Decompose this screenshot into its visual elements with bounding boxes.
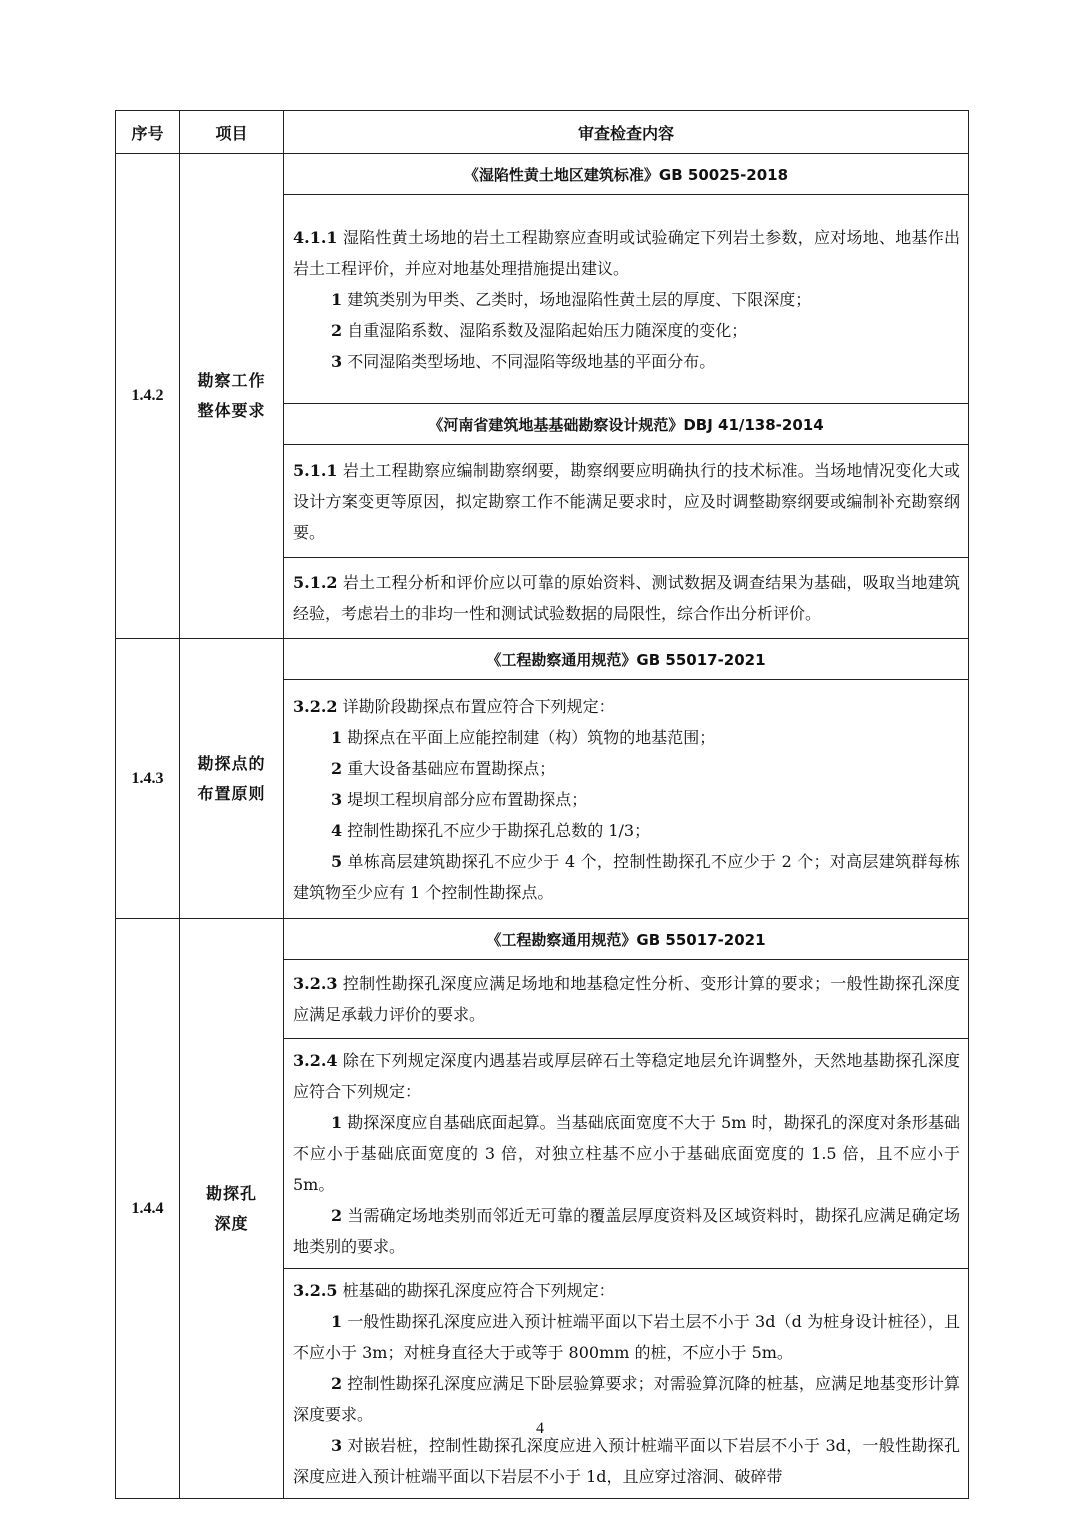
header-no: 序号 (116, 111, 180, 154)
clause-cell (284, 1039, 969, 1269)
clause-text: 岩土工程勘察应编制勘察纲要，勘察纲要应明确执行的技术标准。当场地情况变化大或设计方案变更等原因，拟定勘察工作不能满足要求时，应及时调整勘察纲要或编制补充勘察纲要。 (293, 460, 960, 542)
clause-text: 湿陷性黄土场地的岩土工程勘察应查明或试验确定下列岩土参数，应对场地、地基作出岩土工程评价，并应对地基处理措施提出建议。 (293, 227, 960, 278)
item-line: 勘探点的 (197, 753, 266, 773)
standard-title: 《工程勘察通用规范》GB 55017-2021 (284, 639, 969, 680)
clause-cell (284, 195, 969, 404)
table-row (116, 639, 969, 680)
sub-text: 不同湿陷类型场地、不同湿陷等级地基的平面分布。 (342, 351, 716, 371)
sub-number: 1 (331, 1312, 343, 1331)
sub-number: 3 (331, 351, 343, 371)
clause-number: 3.2.4 (293, 1051, 338, 1070)
sub-number: 1 (331, 1113, 343, 1132)
sub-text: 一般性勘探孔深度应进入预计桩端平面以下岩土层不小于 3d（d 为桩身设计桩径），且不应小于 3m；对桩身直径大于或等于 800mm 的桩，不应小于 5m。 (293, 1312, 960, 1362)
clause-text: 控制性勘探孔深度应满足场地和地基稳定性分析、变形计算的要求；一般性勘探孔深度应满足承载力评价的要求。 (293, 974, 960, 1024)
header-content: 审查检查内容 (284, 111, 969, 154)
sub-text: 自重湿陷系数、湿陷系数及湿陷起始压力随深度的变化； (342, 320, 748, 340)
sub-number: 3 (331, 789, 343, 809)
sub-number: 3 (331, 1436, 343, 1455)
sub-number: 2 (331, 320, 343, 340)
clause-number: 3.2.5 (293, 1281, 338, 1300)
clause-text: 详勘阶段勘探点布置应符合下列规定： (337, 696, 615, 716)
sub-text: 单栋高层建筑勘探孔不应少于 4 个，控制性勘探孔不应少于 2 个；对高层建筑群每栋建筑物至少应有 1 个控制性勘探点。 (293, 851, 960, 902)
sub-text: 控制性勘探孔不应少于勘探孔总数的 1/3； (342, 820, 651, 840)
clause-number: 4.1.1 (293, 227, 338, 247)
clause-cell (284, 558, 969, 639)
clause-number: 5.1.1 (293, 460, 338, 480)
sub-text: 勘探深度应自基础底面起算。当基础底面宽度不大于 5m 时，勘探孔的深度对条形基础不应小于基础底面宽度的 3 倍，对独立柱基不应小于基础底面宽度的 1.5 倍，且不应小于 5m。 (293, 1113, 960, 1194)
clause-number: 5.1.2 (293, 573, 338, 592)
sub-text: 控制性勘探孔深度应满足下卧层验算要求；对需验算沉降的桩基，应满足地基变形计算深度要求。 (293, 1374, 960, 1424)
sub-number: 2 (331, 1206, 343, 1225)
standard-title: 《湿陷性黄土地区建筑标准》GB 50025-2018 (284, 154, 969, 195)
clause-number: 3.2.3 (293, 974, 338, 993)
sub-number: 4 (331, 820, 343, 840)
sub-number: 1 (331, 289, 343, 309)
clause-cell (284, 1269, 969, 1499)
review-table (115, 110, 969, 1499)
sub-text: 当需确定场地类别而邻近无可靠的覆盖层厚度资料及区域资料时，勘探孔应满足确定场地类别的要求。 (293, 1206, 960, 1256)
table-row (116, 154, 969, 195)
clause-text: 岩土工程分析和评价应以可靠的原始资料、测试数据及调查结果为基础，吸取当地建筑经验，考虑岩土的非均一性和测试试验数据的局限性，综合作出分析评价。 (293, 573, 960, 623)
sub-number: 5 (331, 851, 343, 871)
sub-number: 1 (331, 727, 343, 747)
section-number: 1.4.2 (116, 154, 180, 639)
sub-text: 对嵌岩桩，控制性勘探孔深度应进入预计桩端平面以下岩层不小于 3d，一般性勘探孔深度应进入预计桩端平面以下岩层不小于 1d，且应穿过溶洞、破碎带 (293, 1436, 960, 1486)
clause-number: 3.2.2 (293, 696, 338, 716)
item-line: 勘探孔 (205, 1183, 257, 1203)
sub-text: 堤坝工程坝肩部分应布置勘探点； (342, 789, 588, 809)
item-line: 布置原则 (197, 783, 266, 803)
sub-number: 2 (331, 758, 343, 778)
section-item (180, 639, 284, 919)
item-line: 勘察工作 (197, 371, 266, 390)
clause-cell (284, 960, 969, 1039)
sub-text: 建筑类别为甲类、乙类时，场地湿陷性黄土层的厚度、下限深度； (342, 289, 812, 309)
section-item (180, 154, 284, 639)
standard-title: 《河南省建筑地基基础勘察设计规范》DBJ 41/138-2014 (284, 404, 969, 445)
header-item: 项目 (180, 111, 284, 154)
section-number: 1.4.4 (116, 919, 180, 1499)
table-header-row (116, 111, 969, 154)
sub-number: 2 (331, 1374, 343, 1393)
clause-text: 桩基础的勘探孔深度应符合下列规定： (337, 1281, 615, 1300)
page-number: 4 (536, 1420, 544, 1437)
clause-text: 除在下列规定深度内遇基岩或厚层碎石土等稳定地层允许调整外，天然地基勘探孔深度应符合下列规定： (293, 1051, 960, 1101)
sub-text: 重大设备基础应布置勘探点； (342, 758, 556, 778)
clause-cell (284, 680, 969, 919)
item-line: 整体要求 (197, 401, 266, 420)
table-row (116, 919, 969, 960)
section-number: 1.4.3 (116, 639, 180, 919)
clause-cell (284, 445, 969, 558)
section-item (180, 919, 284, 1499)
item-line: 深度 (214, 1213, 249, 1233)
standard-title: 《工程勘察通用规范》GB 55017-2021 (284, 919, 969, 960)
sub-text: 勘探点在平面上应能控制建（构）筑物的地基范围； (342, 727, 716, 747)
